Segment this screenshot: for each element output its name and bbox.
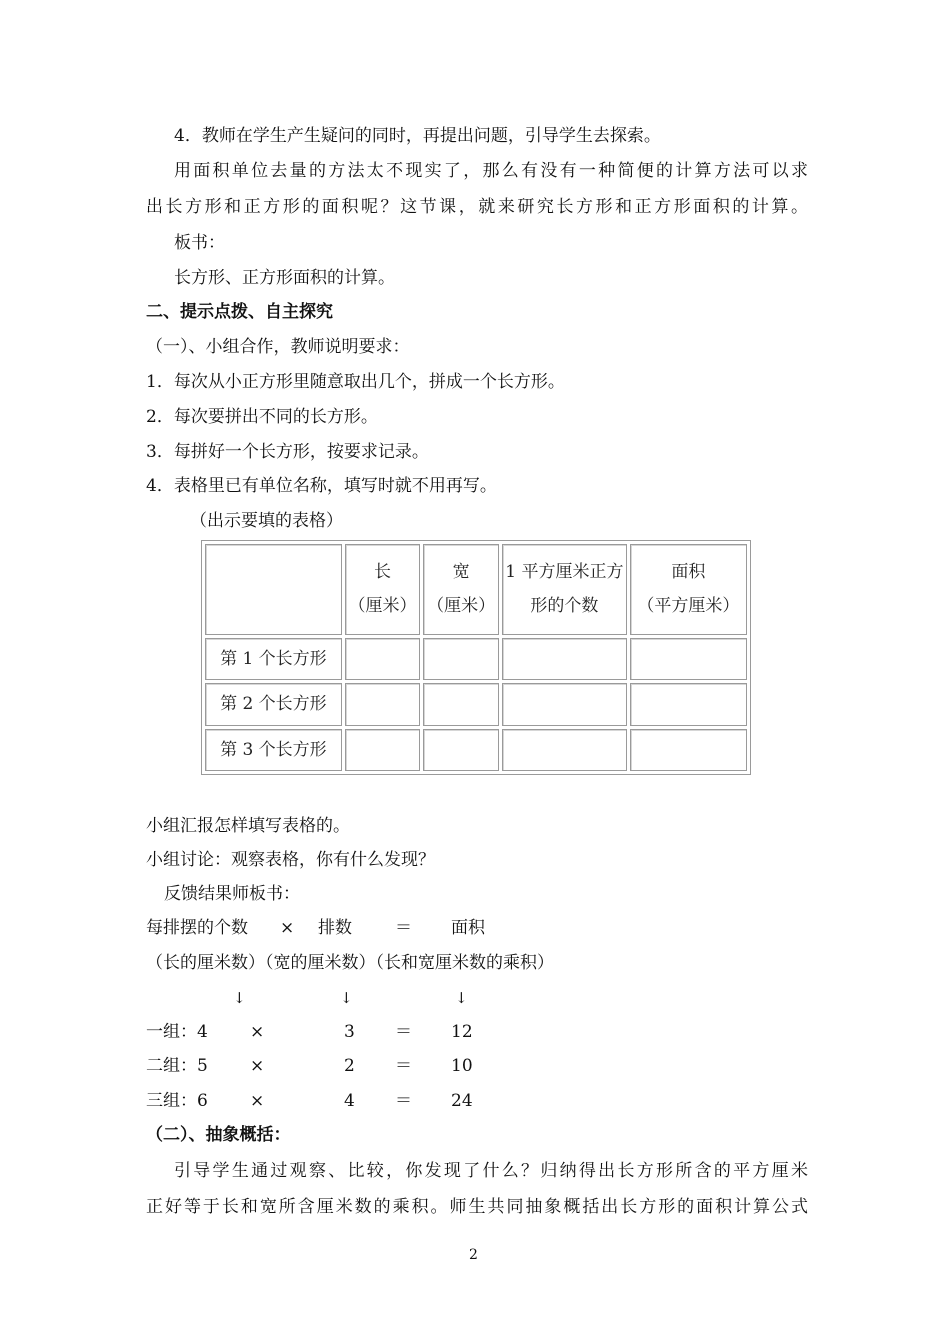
table-row: [205, 638, 747, 680]
board-label: 板书：: [174, 233, 225, 253]
formula-term-rows: 排数: [318, 918, 352, 938]
table-cell: [630, 683, 747, 725]
formula-multiply: ×: [280, 918, 295, 938]
header-corner-cell: [205, 544, 342, 635]
formula-equals: ＝: [395, 918, 412, 938]
table-cell: [345, 683, 421, 725]
record-table: [201, 540, 751, 775]
requirement-item-2: 2．每次要拼出不同的长方形。: [146, 407, 378, 427]
group-1-label: 一组：4: [146, 1022, 208, 1042]
row-label: 第 3 个长方形: [205, 729, 342, 771]
abstract-heading: （二）、抽象概括：: [146, 1125, 291, 1145]
page-number: 2: [469, 1247, 478, 1263]
formula-explanation: （长的厘米数）（宽的厘米数）（长和宽厘米数的乘积）: [146, 953, 554, 973]
group-1-factor: 3: [344, 1022, 355, 1042]
table-row: [205, 729, 747, 771]
group-3-multiply: ×: [250, 1091, 265, 1111]
table-header-row: [205, 544, 747, 635]
group-2-factor: 2: [344, 1056, 355, 1076]
group-1-multiply: ×: [250, 1022, 265, 1042]
section2-heading: 二、提示点拨、自主探究: [146, 302, 333, 322]
table-cell: [423, 638, 499, 680]
board-title: 长方形、正方形面积的计算。: [174, 268, 395, 288]
table-cell: [345, 729, 421, 771]
group-2-multiply: ×: [250, 1056, 265, 1076]
row-label: 第 1 个长方形: [205, 638, 342, 680]
group-2-label: 二组：5: [146, 1056, 208, 1076]
down-arrow-icon: ↓: [233, 989, 246, 1007]
table-cell: [423, 683, 499, 725]
table-cell: [630, 729, 747, 771]
table-cell: [630, 638, 747, 680]
requirement-item-4: 4．表格里已有单位名称，填写时就不用再写。: [146, 476, 497, 496]
group-2-result: 10: [451, 1056, 473, 1076]
table-cell: [502, 638, 627, 680]
table-cell: [345, 638, 421, 680]
table-cell: [423, 729, 499, 771]
header-width: 宽 （厘米）: [423, 544, 499, 635]
header-length: 长 （厘米）: [345, 544, 421, 635]
group-3-equals: ＝: [395, 1091, 412, 1111]
group-1-result: 12: [451, 1022, 473, 1042]
intro-paragraph-line2: 出长方形和正方形的面积呢？这节课，就来研究长方形和正方形面积的计算。: [146, 197, 808, 217]
header-area: 面积 （平方厘米）: [630, 544, 747, 635]
intro-paragraph-line1: 用面积单位去量的方法太不现实了，那么有没有一种简便的计算方法可以求: [174, 161, 808, 181]
table-note: （出示要填的表格）: [190, 511, 343, 531]
group-report: 小组汇报怎样填写表格的。: [146, 816, 350, 836]
requirement-item-1: 1．每次从小正方形里随意取出几个，拼成一个长方形。: [146, 372, 565, 392]
row-label: 第 2 个长方形: [205, 683, 342, 725]
intro-step4: 4．教师在学生产生疑问的同时，再提出问题，引导学生去探索。: [174, 126, 661, 146]
group-3-factor: 4: [344, 1091, 355, 1111]
table-cell: [502, 729, 627, 771]
down-arrow-icon: ↓: [455, 989, 468, 1007]
group-2-equals: ＝: [395, 1056, 412, 1076]
feedback-board: 反馈结果师板书：: [164, 884, 300, 904]
down-arrow-icon: ↓: [340, 989, 353, 1007]
group-1-equals: ＝: [395, 1022, 412, 1042]
abstract-line1: 引导学生通过观察、比较，你发现了什么？归纳得出长方形所含的平方厘米: [174, 1161, 808, 1181]
group-3-label: 三组：6: [146, 1091, 208, 1111]
requirement-item-3: 3．每拼好一个长方形，按要求记录。: [146, 442, 429, 462]
group-3-result: 24: [451, 1091, 473, 1111]
table-cell: [502, 683, 627, 725]
group-discussion: 小组讨论：观察表格，你有什么发现？: [146, 850, 435, 870]
formula-term-count-per-row: 每排摆的个数: [146, 918, 248, 938]
header-square-count: 1 平方厘米正方 形的个数: [502, 544, 627, 635]
abstract-line2: 正好等于长和宽所含厘米数的乘积。师生共同抽象概括出长方形的面积计算公式: [146, 1197, 808, 1217]
section2-subheading: （一）、小组合作，教师说明要求：: [146, 337, 410, 357]
table-row: [205, 683, 747, 725]
formula-term-area: 面积: [451, 918, 485, 938]
